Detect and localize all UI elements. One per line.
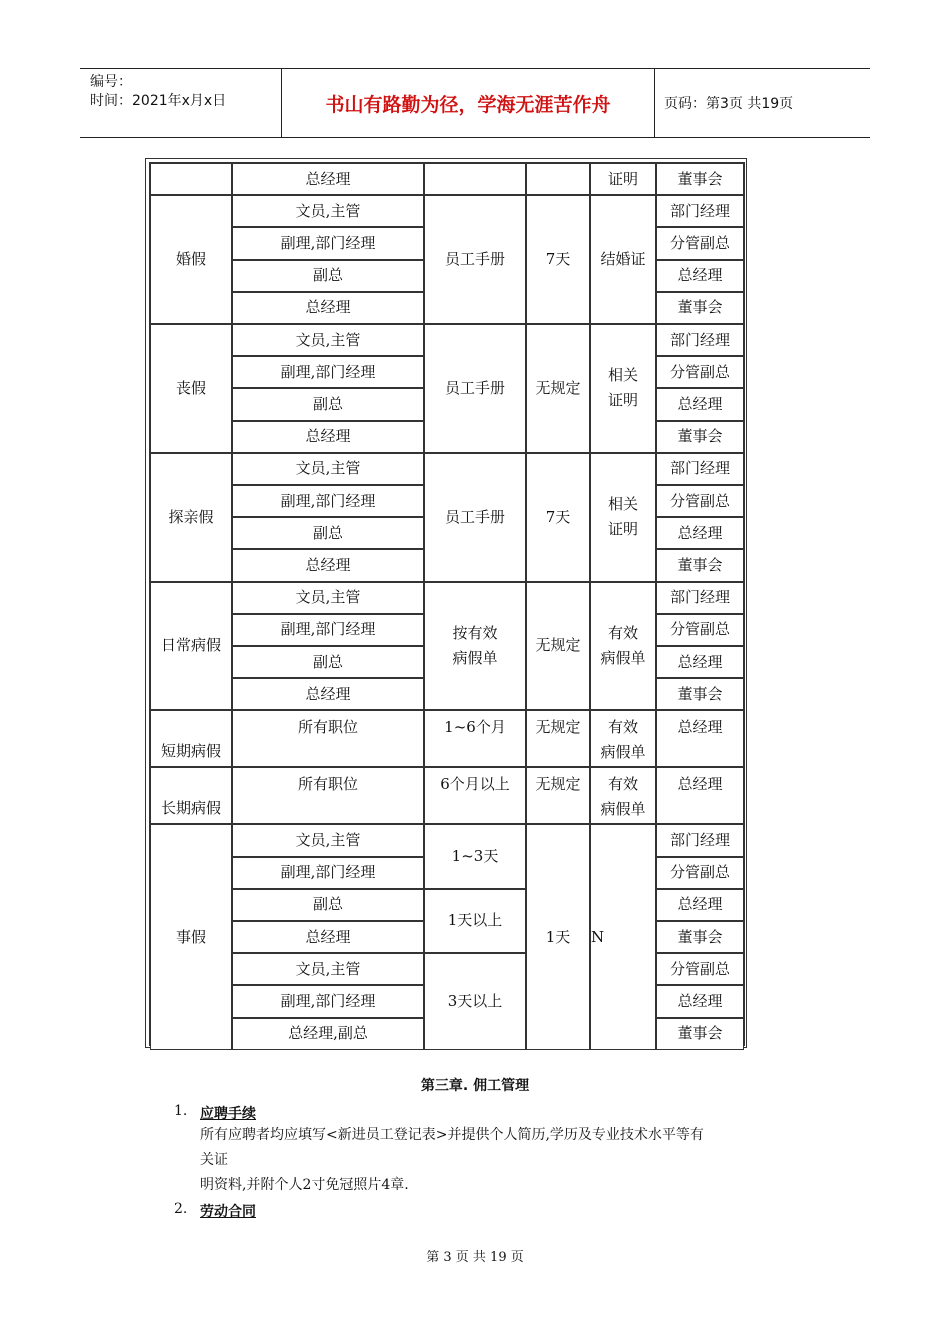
position-cell: [232, 195, 424, 227]
proof-cell: [590, 195, 656, 324]
position-cell: [232, 985, 424, 1017]
position-cell: [232, 824, 424, 856]
position-cell-text: 总经理: [305, 684, 351, 703]
approver-cell-text: 部门经理: [669, 201, 730, 220]
paragraph-line: 关证: [200, 1152, 228, 1168]
approver-cell: [656, 1018, 744, 1050]
position-cell: [232, 227, 424, 259]
proof-cell-text: 结婚证: [600, 250, 646, 269]
proof-cell-text: N: [591, 927, 605, 946]
approver-cell-text: 总经理: [677, 523, 723, 542]
position-cell-text: 文员,主管: [295, 959, 361, 978]
header-meta: [90, 73, 226, 111]
days-cell-text: 无规定: [535, 718, 581, 737]
leave-type-cell: [150, 324, 232, 453]
proof-cell-text: 有效 病假单: [600, 775, 646, 819]
position-cell-text: 所有职位: [297, 718, 358, 737]
position-cell-text: 文员,主管: [295, 588, 361, 607]
approver-cell: [656, 421, 744, 453]
approver-cell: [656, 953, 744, 985]
days-cell: [526, 824, 590, 1049]
leave-type-cell: [150, 767, 232, 824]
position-cell: [232, 921, 424, 953]
approver-cell: [656, 356, 744, 388]
section-heading: 劳动合同: [200, 1204, 256, 1220]
position-cell: [232, 710, 424, 767]
position-cell-text: 副总: [312, 266, 343, 285]
section-paragraph: [200, 1123, 704, 1198]
paragraph-line: 明资料,并附个人2寸免冠照片4章.: [200, 1177, 409, 1193]
approver-cell-text: 分管副总: [669, 491, 730, 510]
approver-cell-text: 董事会: [677, 555, 723, 574]
position-cell-text: 文员,主管: [295, 830, 361, 849]
table-body: [149, 162, 745, 1046]
approver-cell-text: 董事会: [677, 169, 723, 188]
basis-cell-text: 员工手册: [444, 250, 505, 269]
approver-cell: [656, 678, 744, 710]
approver-cell: [656, 710, 744, 767]
leave-type-cell-text: 丧假: [175, 378, 206, 397]
position-cell-text: 文员,主管: [295, 459, 361, 478]
approver-cell: [656, 646, 744, 678]
position-cell-text: 所有职位: [297, 775, 358, 794]
header-number: 编号：: [90, 74, 132, 90]
basis-cell: [424, 710, 526, 767]
position-cell-text: 副理,部门经理: [280, 620, 376, 639]
header-page-number: 页码：第3页 共19页: [664, 96, 794, 112]
approver-cell-text: 分管副总: [669, 362, 730, 381]
proof-cell-text: 相关 证明: [607, 495, 638, 539]
basis-cell-text: 1~3天: [451, 847, 499, 866]
position-cell: [232, 485, 424, 517]
position-cell-text: 副总: [312, 394, 343, 413]
approver-cell: [656, 453, 744, 485]
approver-cell-text: 分管副总: [669, 959, 730, 978]
approver-cell: [656, 485, 744, 517]
approver-cell: [656, 582, 744, 614]
days-cell: [526, 324, 590, 453]
basis-cell: [424, 324, 526, 453]
position-cell-text: 总经理: [305, 427, 351, 446]
proof-cell-text: 有效 病假单: [600, 718, 646, 762]
position-cell-text: 总经理: [305, 298, 351, 317]
days-cell-text: 无规定: [535, 636, 581, 655]
position-cell-text: 副理,部门经理: [280, 991, 376, 1010]
approver-cell-text: 董事会: [677, 684, 723, 703]
position-cell: [232, 678, 424, 710]
approver-cell: [656, 324, 744, 356]
basis-cell: [424, 163, 526, 195]
approver-cell-text: 部门经理: [669, 830, 730, 849]
approver-cell: [656, 857, 744, 889]
basis-cell: [424, 953, 526, 1050]
position-cell-text: 副理,部门经理: [280, 863, 376, 882]
leave-type-cell-text: 短期病假: [160, 742, 221, 761]
days-cell: [526, 767, 590, 824]
position-cell: [232, 260, 424, 292]
days-cell-text: 7天: [545, 250, 571, 269]
position-cell-text: 副总: [312, 895, 343, 914]
leave-type-cell-text: 婚假: [175, 250, 206, 269]
leave-type-cell: [150, 824, 232, 1049]
days-cell-text: 无规定: [535, 378, 581, 397]
days-cell-text: 7天: [545, 507, 571, 526]
position-cell: [232, 324, 424, 356]
position-cell: [232, 646, 424, 678]
proof-cell: [590, 324, 656, 453]
position-cell: [232, 767, 424, 824]
days-cell: [526, 453, 590, 582]
position-cell-text: 副理,部门经理: [280, 362, 376, 381]
basis-cell-text: 3天以上: [447, 991, 503, 1010]
approver-cell-text: 部门经理: [669, 459, 730, 478]
leave-type-cell: [150, 582, 232, 711]
basis-cell: [424, 824, 526, 888]
approver-cell: [656, 163, 744, 195]
approver-cell-text: 总经理: [677, 991, 723, 1010]
leave-approval-table: [145, 158, 747, 1048]
page-header: [80, 68, 870, 138]
chapter-title: 第三章. 佣工管理: [420, 1078, 530, 1094]
position-cell: [232, 857, 424, 889]
leave-type-cell-text: 探亲假: [168, 507, 214, 526]
position-cell-text: 总经理: [305, 169, 351, 188]
page-footer: 第 3 页 共 19 页: [426, 1250, 524, 1265]
approver-cell: [656, 195, 744, 227]
position-cell: [232, 163, 424, 195]
approver-cell-text: 总经理: [677, 775, 723, 794]
approver-cell-text: 董事会: [677, 298, 723, 317]
approver-cell-text: 分管副总: [669, 233, 730, 252]
approver-cell: [656, 517, 744, 549]
position-cell: [232, 549, 424, 581]
approver-cell-text: 总经理: [677, 266, 723, 285]
approver-cell: [656, 889, 744, 921]
section-heading: 应聘手续: [200, 1106, 256, 1122]
approver-cell-text: 分管副总: [669, 863, 730, 882]
position-cell-text: 副理,部门经理: [280, 233, 376, 252]
approver-cell-text: 部门经理: [669, 330, 730, 349]
proof-cell-text: 有效 病假单: [600, 623, 646, 667]
proof-cell: [590, 710, 656, 767]
position-cell: [232, 889, 424, 921]
approver-cell: [656, 921, 744, 953]
leave-type-cell-text: 日常病假: [160, 636, 221, 655]
days-cell-text: 无规定: [535, 775, 581, 794]
days-cell: [526, 163, 590, 195]
approver-cell-text: 总经理: [677, 718, 723, 737]
approver-cell: [656, 767, 744, 824]
header-motto: 书山有路勤为径，学海无涯苦作舟: [325, 93, 611, 116]
position-cell: [232, 421, 424, 453]
approver-cell-text: 总经理: [677, 895, 723, 914]
position-cell-text: 总经理: [305, 555, 351, 574]
leave-type-cell: [150, 453, 232, 582]
header-divider: [654, 69, 655, 137]
position-cell-text: 总经理,副总: [288, 1024, 368, 1043]
basis-cell-text: 6个月以上: [440, 775, 510, 794]
paragraph-line: 所有应聘者均应填写<新进员工登记表>并提供个人简历,学历及专业技术水平等有: [200, 1127, 704, 1143]
basis-cell: [424, 889, 526, 953]
days-cell-text: 1天: [545, 927, 571, 946]
approver-cell: [656, 985, 744, 1017]
position-cell: [232, 517, 424, 549]
position-cell-text: 副总: [312, 523, 343, 542]
position-cell: [232, 1018, 424, 1050]
position-cell: [232, 953, 424, 985]
position-cell-text: 副理,部门经理: [280, 491, 376, 510]
position-cell-text: 文员,主管: [295, 201, 361, 220]
position-cell: [232, 614, 424, 646]
leave-type-cell-text: 事假: [175, 927, 206, 946]
days-cell: [526, 710, 590, 767]
basis-cell-text: 员工手册: [444, 507, 505, 526]
days-cell: [526, 582, 590, 711]
approver-cell: [656, 824, 744, 856]
basis-cell: [424, 582, 526, 711]
approver-cell-text: 董事会: [677, 427, 723, 446]
position-cell: [232, 582, 424, 614]
approver-cell: [656, 614, 744, 646]
proof-cell: [590, 453, 656, 582]
leave-type-cell: [150, 710, 232, 767]
approver-cell-text: 部门经理: [669, 588, 730, 607]
days-cell: [526, 195, 590, 324]
section-number: 2.: [174, 1201, 188, 1217]
leave-type-cell: [150, 195, 232, 324]
position-cell-text: 总经理: [305, 927, 351, 946]
position-cell: [232, 356, 424, 388]
approver-cell-text: 董事会: [677, 1024, 723, 1043]
approver-cell: [656, 388, 744, 420]
basis-cell: [424, 767, 526, 824]
leave-type-cell-text: 长期病假: [160, 799, 221, 818]
approver-cell-text: 总经理: [677, 652, 723, 671]
position-cell-text: 副总: [312, 652, 343, 671]
proof-cell: [590, 824, 656, 1049]
approver-cell: [656, 260, 744, 292]
basis-cell: [424, 195, 526, 324]
section-number: 1.: [174, 1103, 188, 1119]
approver-cell-text: 分管副总: [669, 620, 730, 639]
approver-cell: [656, 227, 744, 259]
basis-cell-text: 1天以上: [447, 911, 503, 930]
approver-cell-text: 董事会: [677, 927, 723, 946]
position-cell: [232, 292, 424, 324]
basis-cell-text: 员工手册: [444, 378, 505, 397]
leave-type-cell: [150, 163, 232, 195]
basis-cell-text: 1~6个月: [444, 718, 506, 737]
approver-cell: [656, 549, 744, 581]
proof-cell: [590, 767, 656, 824]
position-cell-text: 文员,主管: [295, 330, 361, 349]
approver-cell: [656, 292, 744, 324]
position-cell: [232, 453, 424, 485]
approver-cell-text: 总经理: [677, 394, 723, 413]
proof-cell: [590, 582, 656, 711]
basis-cell-text: 按有效 病假单: [452, 623, 498, 667]
proof-cell: [590, 163, 656, 195]
proof-cell-text: 证明: [607, 170, 638, 189]
header-time: 时间：2021年x月x日: [90, 93, 227, 109]
proof-cell-text: 相关 证明: [607, 366, 638, 410]
basis-cell: [424, 453, 526, 582]
position-cell: [232, 388, 424, 420]
